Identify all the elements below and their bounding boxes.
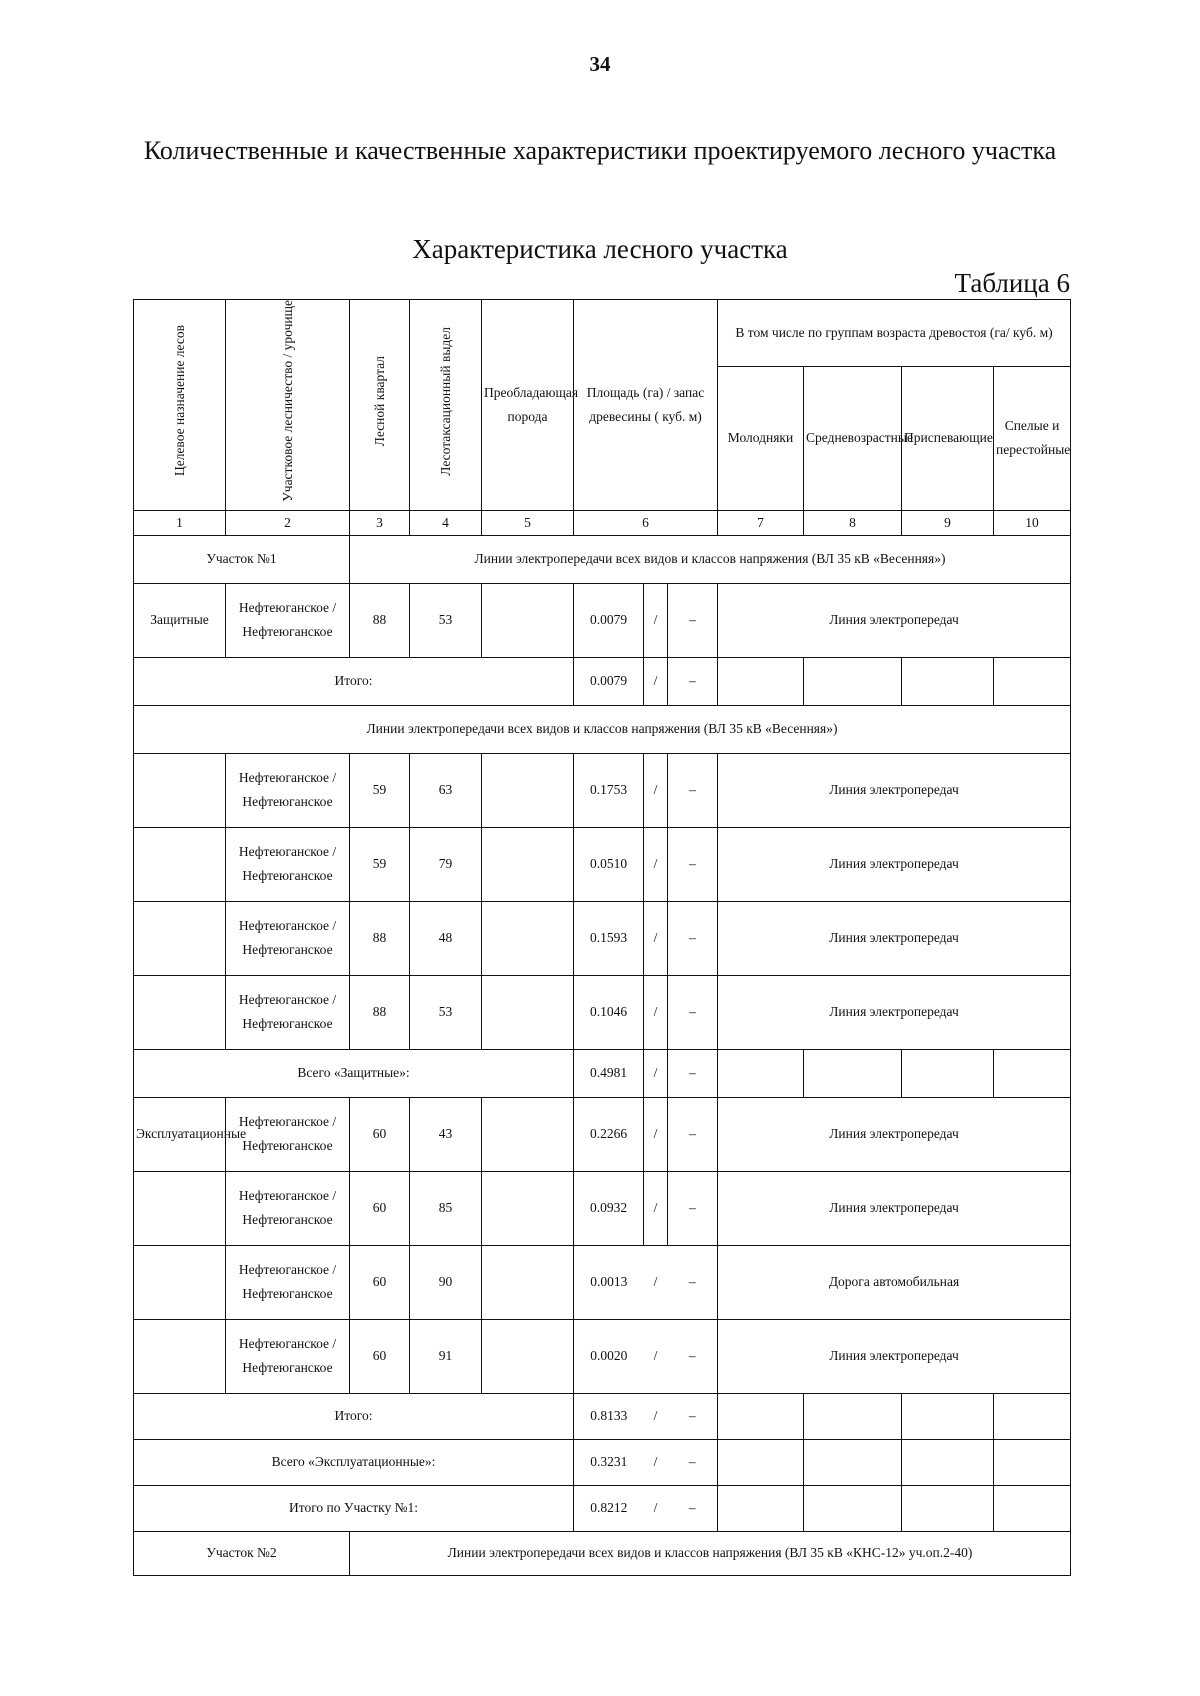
vydel-cell: 53 [410, 975, 482, 1049]
forestry-cell: Нефтеюганское / Нефтеюганское [226, 1097, 350, 1171]
col-number: 6 [574, 510, 718, 535]
column-numbers-row [134, 510, 1071, 535]
empty-cell [804, 657, 902, 705]
forestry-cell: Нефтеюганское / Нефтеюганское [226, 1319, 350, 1393]
forestry-cell: Нефтеюганское / Нефтеюганское [226, 1171, 350, 1245]
note-cell: Линия электропередач [718, 975, 1071, 1049]
empty-cell [994, 1049, 1071, 1097]
slash-cell: / [644, 975, 668, 1049]
section-description: Линии электропередачи всех видов и классов напряжения (ВЛ 35 кВ «КНС-12» уч.оп.2-40) [350, 1531, 1071, 1575]
col-number: 5 [482, 510, 574, 535]
section-row [134, 535, 1071, 583]
col-number: 10 [994, 510, 1071, 535]
volume-cell: – [668, 1485, 718, 1531]
total-label: Итого по Участку №1: [134, 1485, 574, 1531]
empty-cell [718, 1393, 804, 1439]
header-species: Преобладающая порода [482, 300, 574, 511]
note-cell: Дорога автомобильная [718, 1245, 1071, 1319]
subtotal-row [134, 657, 1071, 705]
empty-cell [994, 1439, 1071, 1485]
section-label: Участок №1 [134, 535, 350, 583]
purpose-cell: Защитные [134, 583, 226, 657]
area-cell: 0.0013 [574, 1245, 644, 1319]
table-row [134, 1245, 1071, 1319]
section-description: Линии электропередачи всех видов и классов напряжения (ВЛ 35 кВ «Весенняя») [350, 535, 1071, 583]
col-number: 4 [410, 510, 482, 535]
vydel-cell: 79 [410, 827, 482, 901]
empty-cell [718, 1485, 804, 1531]
forestry-cell: Нефтеюганское / Нефтеюганское [226, 1245, 350, 1319]
header-mature: Спелые и перестойные [994, 366, 1071, 510]
empty-cell [902, 1439, 994, 1485]
table-row [134, 1097, 1071, 1171]
empty-cell [718, 657, 804, 705]
purpose-cell [134, 975, 226, 1049]
page-number: 34 [589, 52, 611, 76]
forestry-cell: Нефтеюганское / Нефтеюганское [226, 975, 350, 1049]
volume-cell: – [668, 901, 718, 975]
species-cell [482, 1171, 574, 1245]
empty-cell [804, 1439, 902, 1485]
header-purpose: Целевое назначение лесов [134, 300, 226, 511]
kvartal-cell: 60 [350, 1319, 410, 1393]
header-row-1 [134, 300, 1071, 367]
area-cell: 0.8133 [574, 1393, 644, 1439]
section-row [134, 705, 1071, 753]
table-row [134, 827, 1071, 901]
slash-cell: / [644, 1245, 668, 1319]
volume-cell: – [668, 583, 718, 657]
area-cell: 0.0079 [574, 583, 644, 657]
empty-cell [902, 1049, 994, 1097]
empty-cell [902, 1393, 994, 1439]
slash-cell: / [644, 901, 668, 975]
kvartal-cell: 88 [350, 583, 410, 657]
volume-cell: – [668, 975, 718, 1049]
subtotal-label: Итого: [134, 1393, 574, 1439]
table-label: Таблица 6 [954, 268, 1070, 298]
slash-cell: / [644, 1485, 668, 1531]
slash-cell: / [644, 1049, 668, 1097]
volume-cell: – [668, 1245, 718, 1319]
empty-cell [994, 1485, 1071, 1531]
slash-cell: / [644, 753, 668, 827]
empty-cell [902, 657, 994, 705]
volume-cell: – [668, 1097, 718, 1171]
species-cell [482, 583, 574, 657]
vydel-cell: 48 [410, 901, 482, 975]
purpose-cell [134, 827, 226, 901]
section-label: Участок №2 [134, 1531, 350, 1575]
col-number: 8 [804, 510, 902, 535]
volume-cell: – [668, 657, 718, 705]
note-cell: Линия электропередач [718, 1097, 1071, 1171]
kvartal-cell: 59 [350, 753, 410, 827]
vydel-cell: 91 [410, 1319, 482, 1393]
area-cell: 0.1046 [574, 975, 644, 1049]
slash-cell: / [644, 827, 668, 901]
forestry-cell: Нефтеюганское / Нефтеюганское [226, 753, 350, 827]
slash-cell: / [644, 1171, 668, 1245]
col-number: 9 [902, 510, 994, 535]
empty-cell [718, 1439, 804, 1485]
note-cell: Линия электропередач [718, 753, 1071, 827]
note-cell: Линия электропередач [718, 1319, 1071, 1393]
table-row [134, 975, 1071, 1049]
species-cell [482, 827, 574, 901]
purpose-cell [134, 1319, 226, 1393]
volume-cell: – [668, 1439, 718, 1485]
slash-cell: / [644, 657, 668, 705]
table-row [134, 1171, 1071, 1245]
purpose-cell [134, 753, 226, 827]
header-kvartal: Лесной квартал [350, 300, 410, 511]
col-number: 1 [134, 510, 226, 535]
kvartal-cell: 88 [350, 975, 410, 1049]
slash-cell: / [644, 1319, 668, 1393]
forest-characteristics-table [133, 299, 1071, 1576]
note-cell: Линия электропередач [718, 1171, 1071, 1245]
forestry-cell: Нефтеюганское / Нефтеюганское [226, 827, 350, 901]
empty-cell [902, 1485, 994, 1531]
empty-cell [804, 1049, 902, 1097]
header-maturing: Приспевающие [902, 366, 994, 510]
col-number: 3 [350, 510, 410, 535]
subtotal-row [134, 1049, 1071, 1097]
area-cell: 0.1593 [574, 901, 644, 975]
document-title: Количественные и качественные характеристики проектируемого лесного участка [143, 136, 1057, 165]
volume-cell: – [668, 1049, 718, 1097]
subtotal-row [134, 1393, 1071, 1439]
table-subtitle: Характеристика лесного участка [412, 234, 788, 264]
volume-cell: – [668, 1393, 718, 1439]
species-cell [482, 975, 574, 1049]
subtotal-label: Всего «Защитные»: [134, 1049, 574, 1097]
slash-cell: / [644, 1097, 668, 1171]
forestry-cell: Нефтеюганское / Нефтеюганское [226, 583, 350, 657]
species-cell [482, 901, 574, 975]
empty-cell [804, 1393, 902, 1439]
species-cell [482, 1097, 574, 1171]
purpose-cell [134, 1171, 226, 1245]
purpose-cell: Эксплуатационные [134, 1097, 226, 1171]
empty-cell [718, 1049, 804, 1097]
header-area: Площадь (га) / запас древесины ( куб. м) [574, 300, 718, 511]
species-cell [482, 753, 574, 827]
area-cell: 0.2266 [574, 1097, 644, 1171]
header-vydel: Лесотаксационный выдел [410, 300, 482, 511]
species-cell [482, 1245, 574, 1319]
area-cell: 0.3231 [574, 1439, 644, 1485]
header-middle-aged: Средневозрастные [804, 366, 902, 510]
empty-cell [994, 1393, 1071, 1439]
volume-cell: – [668, 1171, 718, 1245]
area-cell: 0.0510 [574, 827, 644, 901]
header-forestry: Участковое лесничество / урочище [226, 300, 350, 511]
subtotal-label: Всего «Эксплуатационные»: [134, 1439, 574, 1485]
vydel-cell: 63 [410, 753, 482, 827]
kvartal-cell: 60 [350, 1245, 410, 1319]
volume-cell: – [668, 753, 718, 827]
species-cell [482, 1319, 574, 1393]
area-cell: 0.0932 [574, 1171, 644, 1245]
empty-cell [994, 657, 1071, 705]
note-cell: Линия электропередач [718, 583, 1071, 657]
empty-cell [804, 1485, 902, 1531]
area-cell: 0.0020 [574, 1319, 644, 1393]
vydel-cell: 53 [410, 583, 482, 657]
area-cell: 0.4981 [574, 1049, 644, 1097]
table-row [134, 753, 1071, 827]
header-age-groups: В том числе по группам возраста древостоя (га/ куб. м) [718, 300, 1071, 367]
purpose-cell [134, 1245, 226, 1319]
subtotal-label: Итого: [134, 657, 574, 705]
section-row [134, 1531, 1071, 1575]
total-row [134, 1485, 1071, 1531]
section-description: Линии электропередачи всех видов и классов напряжения (ВЛ 35 кВ «Весенняя») [134, 705, 1071, 753]
subtotal-row [134, 1439, 1071, 1485]
vydel-cell: 85 [410, 1171, 482, 1245]
slash-cell: / [644, 1393, 668, 1439]
note-cell: Линия электропередач [718, 901, 1071, 975]
forestry-cell: Нефтеюганское / Нефтеюганское [226, 901, 350, 975]
kvartal-cell: 60 [350, 1171, 410, 1245]
table-row [134, 901, 1071, 975]
note-cell: Линия электропередач [718, 827, 1071, 901]
volume-cell: – [668, 827, 718, 901]
kvartal-cell: 88 [350, 901, 410, 975]
area-cell: 0.0079 [574, 657, 644, 705]
col-number: 7 [718, 510, 804, 535]
col-number: 2 [226, 510, 350, 535]
table-row [134, 1319, 1071, 1393]
slash-cell: / [644, 583, 668, 657]
table-row [134, 583, 1071, 657]
volume-cell: – [668, 1319, 718, 1393]
vydel-cell: 43 [410, 1097, 482, 1171]
slash-cell: / [644, 1439, 668, 1485]
area-cell: 0.8212 [574, 1485, 644, 1531]
kvartal-cell: 59 [350, 827, 410, 901]
purpose-cell [134, 901, 226, 975]
area-cell: 0.1753 [574, 753, 644, 827]
kvartal-cell: 60 [350, 1097, 410, 1171]
header-young: Молодняки [718, 366, 804, 510]
vydel-cell: 90 [410, 1245, 482, 1319]
